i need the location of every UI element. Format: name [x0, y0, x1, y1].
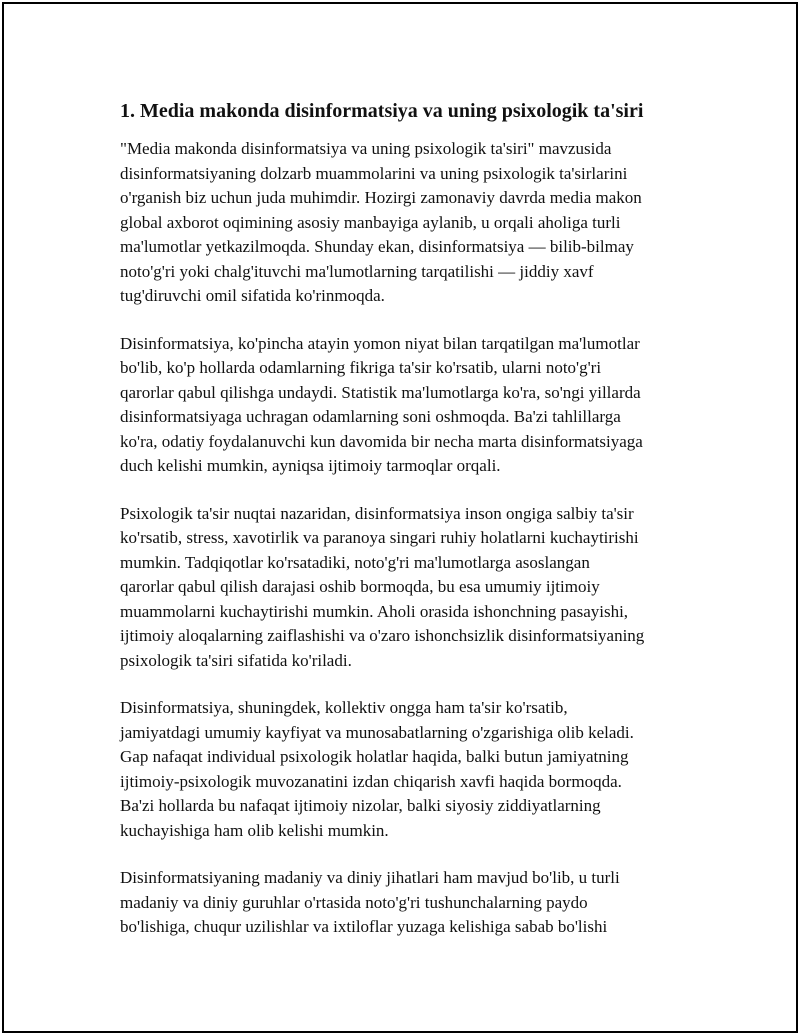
paragraph-line: madaniy va diniy guruhlar o'rtasida noto'g'ri tushunchalarning paydo	[120, 892, 588, 912]
document-body	[120, 97, 700, 963]
paragraph-line: muammolarni kuchaytirishi mumkin. Aholi orasida ishonchning pasayishi,	[120, 601, 629, 621]
paragraph-line: disinformatsiyaning dolzarb muammolarini va uning psixologik ta'sirlarini	[120, 163, 628, 183]
paragraph-line: Disinformatsiyaning madaniy va diniy jihatlari ham mavjud bo'lib, u turli	[120, 868, 620, 887]
paragraph-line: ijtimoiy aloqalarning zaiflashishi va o'zaro ishonchsizlik disinformatsiyaning	[120, 626, 645, 645]
section-heading: 1. Media makonda disinformatsiya va uning psixologik ta'siri	[120, 100, 644, 122]
paragraph-line: Disinformatsiya, ko'pincha atayin yomon niyat bilan tarqatilgan ma'lumotlar	[120, 333, 640, 353]
paragraph-4	[120, 696, 700, 843]
paragraph-line: kuchayishiga ham olib kelishi mumkin.	[120, 820, 389, 840]
paragraph-line: ko'rsatib, stress, xavotirlik va paranoya singari ruhiy holatlarni kuchaytirishi	[120, 528, 639, 547]
paragraph-3	[120, 502, 700, 674]
document-page	[2, 2, 798, 1033]
paragraph-line: noto'g'ri yoki chalg'ituvchi ma'lumotlarning tarqatilishi — jiddiy xavf	[120, 261, 594, 281]
paragraph-line: bo'lishiga, chuqur uzilishlar va ixtiloflar yuzaga kelishiga sabab bo'lishi	[120, 917, 608, 936]
paragraph-2	[120, 332, 700, 479]
paragraph-line: duch kelishi mumkin, ayniqsa ijtimoiy tarmoqlar orqali.	[120, 456, 501, 475]
paragraph-1	[120, 137, 700, 309]
paragraph-line: Ba'zi hollarda bu nafaqat ijtimoiy nizolar, balki siyosiy ziddiyatlarning	[120, 796, 601, 815]
paragraph-line: mumkin. Tadqiqotlar ko'rsatadiki, noto'g'ri ma'lumotlarga asoslangan	[120, 552, 590, 572]
paragraph-container	[120, 137, 700, 940]
paragraph-line: bo'lib, ko'p hollarda odamlarning fikriga ta'sir ko'rsatib, ularni noto'g'ri	[120, 358, 602, 377]
paragraph-line: disinformatsiyaga uchragan odamlarning soni oshmoqda. Ba'zi tahlillarga	[120, 407, 621, 426]
paragraph-line: ijtimoiy-psixologik muvozanatini izdan chiqarish xavfi haqida bormoqda.	[120, 771, 622, 791]
paragraph-line: ma'lumotlar yetkazilmoqda. Shunday ekan, disinformatsiya — bilib-bilmay	[120, 237, 634, 256]
paragraph-line: global axborot oqimining asosiy manbayiga aylanib, u orqali aholiga turli	[120, 212, 621, 232]
paragraph-line: psixologik ta'siri sifatida ko'riladi.	[120, 650, 352, 670]
paragraph-line: o'rganish biz uchun juda muhimdir. Hozirgi zamonaviy davrda media makon	[120, 188, 642, 207]
paragraph-line: qarorlar qabul qilish darajasi oshib bormoqda, bu esa umumiy ijtimoiy	[120, 577, 600, 596]
paragraph-line: Gap nafaqat individual psixologik holatlar haqida, balki butun jamiyatning	[120, 747, 629, 766]
paragraph-line: qarorlar qabul qilishga undaydi. Statistik ma'lumotlarga ko'ra, so'ngi yillarda	[120, 382, 641, 402]
paragraph-line: "Media makonda disinformatsiya va uning psixologik ta'siri" mavzusida	[120, 139, 612, 158]
paragraph-line: tug'diruvchi omil sifatida ko'rinmoqda.	[120, 286, 385, 305]
paragraph-line: ko'ra, odatiy foydalanuvchi kun davomida bir necha marta disinformatsiyaga	[120, 431, 643, 451]
paragraph-5	[120, 866, 700, 940]
paragraph-line: Disinformatsiya, shuningdek, kollektiv ongga ham ta'sir ko'rsatib,	[120, 698, 568, 717]
paragraph-line: jamiyatdagi umumiy kayfiyat va munosabatlarning o'zgarishiga olib keladi.	[120, 722, 634, 742]
paragraph-line: Psixologik ta'sir nuqtai nazaridan, disinformatsiya inson ongiga salbiy ta'sir	[120, 503, 634, 523]
